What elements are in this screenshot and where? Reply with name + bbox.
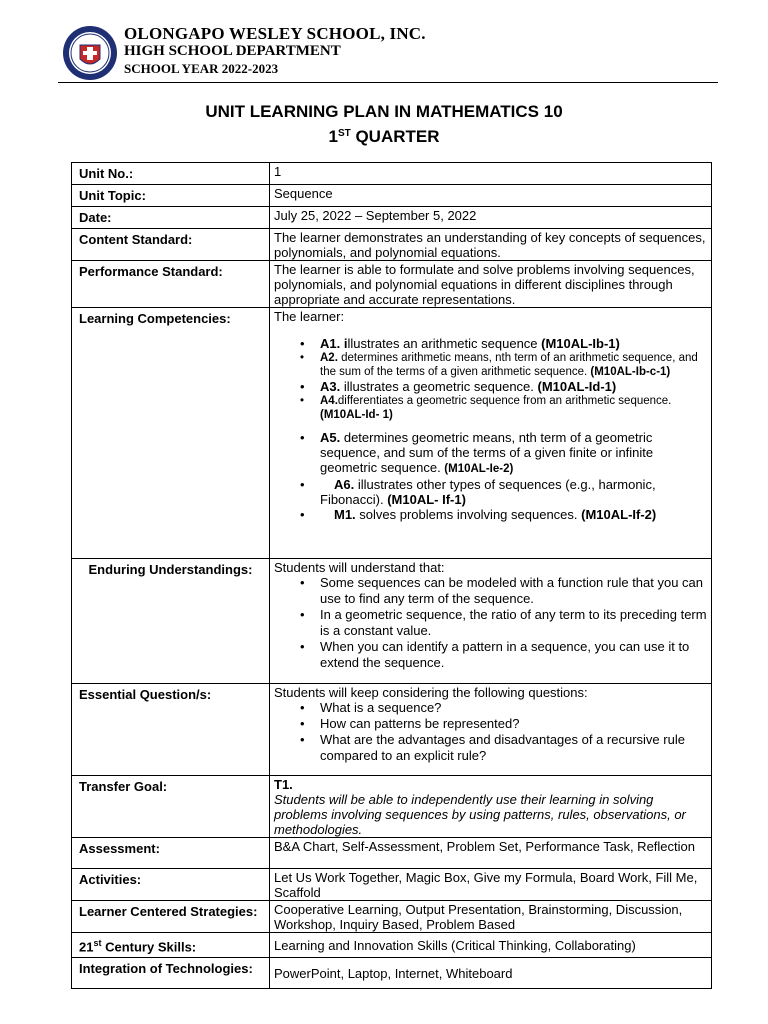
competency-code: A4. [320,395,338,407]
school-seal-logo [62,25,118,81]
table-row [72,163,712,185]
skills-label-sup: st [93,938,102,948]
unit-topic-value: Sequence [270,185,712,207]
table-row [72,838,712,869]
competency-text: illustrates other types of sequences (e.g., harmonic, Fibonacci). [320,477,656,507]
transfer-goal-label: Transfer Goal: [72,776,270,838]
list-item: • What is a sequence? [274,700,707,716]
transfer-goal-code: T1. [274,777,293,792]
table-row [72,261,712,308]
table-row [72,869,712,901]
table-row [72,559,712,684]
table-row [72,207,712,229]
list-item [274,394,707,422]
table-row [72,958,712,989]
competencies-list [274,336,707,522]
enduring-understandings-value [270,559,712,684]
competency-code: A1. [320,336,341,351]
list-item [274,430,707,477]
competency-code: A6. [334,477,355,492]
unit-no-value: 1 [270,163,712,185]
quarter-line [0,123,768,148]
century-skills-label [72,933,270,958]
competency-ref: (M10AL-Id- 1) [320,409,393,421]
learning-competencies-label: Learning Competencies: [72,308,270,559]
competency-text: determines geometric means, nth term of a geometric sequence, and sum of the terms of a given finite or infinite geometric sequence. [320,430,654,475]
enduring-list [274,575,707,671]
content-standard-value: The learner demonstrates an understanding of key concepts of sequences, polynomials, and polynomial equations. [270,229,712,261]
table-row [72,776,712,838]
activities-value: Let Us Work Together, Magic Box, Give my Formula, Board Work, Fill Me, Scaffold [270,869,712,901]
content-standard-label: Content Standard: [72,229,270,261]
competency-code: A5. [320,430,341,445]
unit-topic-label: Unit Topic: [72,185,270,207]
list-item: • What are the advantages and disadvantages of a recursive rule compared to an explicit rule? [274,732,707,764]
quarter-number: 1 [328,127,338,146]
performance-standard-value: The learner is able to formulate and solve problems involving sequences, polynomials, and polynomial equations in different disciplines through appropriate and accurate representations. [270,261,712,308]
strategies-value: Cooperative Learning, Output Presentation, Brainstorming, Discussion, Workshop, Inquiry Based, Problem Based [270,901,712,933]
competency-text: differentiates a geometric sequence from an arithmetic sequence. [337,395,672,407]
skills-label-num: 21 [79,939,94,955]
list-item: • Some sequences can be modeled with a function rule that you can use to find any term of the sequence. [274,575,707,607]
school-year: SCHOOL YEAR 2022-2023 [124,61,279,76]
technologies-label: Integration of Technologies: [72,958,270,989]
list-item [274,379,707,394]
school-header [0,0,768,84]
table-row [72,901,712,933]
skills-label-rest: Century Skills: [101,939,197,955]
competency-ref: (M10AL- If-1) [387,492,466,507]
list-item [274,507,707,522]
date-value: July 25, 2022 – September 5, 2022 [270,207,712,229]
transfer-goal-text: Students will be able to independently use their learning in solving problems involving sequences by using patterns, rules, observations, or methodologies. [274,792,686,837]
table-row [72,185,712,207]
essential-questions-value [270,684,712,776]
enduring-understandings-label: Enduring Understandings: [72,559,270,684]
department-name: HIGH SCHOOL DEPARTMENT [124,43,341,59]
competency-text: llustrates an arithmetic sequence [347,336,542,351]
school-name: OLONGAPO WESLEY SCHOOL, INC. [124,24,426,43]
unit-no-label: Unit No.: [72,163,270,185]
assessment-value: B&A Chart, Self-Assessment, Problem Set, Performance Task, Reflection [270,838,712,869]
essential-questions-label: Essential Question/s: [72,684,270,776]
competency-code: A3. [320,379,341,394]
performance-standard-label: Performance Standard: [72,261,270,308]
transfer-goal-value [270,776,712,838]
list-item [274,477,707,507]
competency-code: M1. [334,507,356,522]
table-row [72,229,712,261]
activities-label: Activities: [72,869,270,901]
essential-list [274,700,707,764]
competency-text: illustrates a geometric sequence. [340,379,538,394]
document-title [0,101,768,148]
enduring-intro: Students will understand that: [274,560,445,575]
essential-intro: Students will keep considering the following questions: [274,685,588,700]
list-item: • In a geometric sequence, the ratio of any term to its preceding term is a constant value. [274,607,707,639]
competency-text: i [343,336,348,351]
competency-code: A2. [320,352,338,364]
strategies-label: Learner Centered Strategies: [72,901,270,933]
table-row [72,684,712,776]
table-row [72,308,712,559]
competency-ref: (M10AL-Ie-2) [444,463,514,475]
list-item: • How can patterns be represented? [274,716,707,732]
table-row [72,933,712,958]
list-item [274,351,707,379]
century-skills-value: Learning and Innovation Skills (Critical Thinking, Collaborating) [270,933,712,958]
learning-plan-table [71,162,712,989]
competency-ref: (M10AL-Ib-1) [541,336,620,351]
assessment-label: Assessment: [72,838,270,869]
competency-ref: (M10AL-Ib-c-1) [590,366,671,378]
quarter-suffix: ST [337,128,351,139]
list-item: • When you can identify a pattern in a sequence, you can use it to extend the sequence. [274,639,707,671]
title-line: UNIT LEARNING PLAN IN MATHEMATICS 10 [205,102,563,121]
technologies-value: PowerPoint, Laptop, Internet, Whiteboard [270,958,712,989]
competencies-intro: The learner: [274,309,345,324]
competency-ref: (M10AL-If-2) [581,507,657,522]
competency-ref: (M10AL-Id-1) [537,379,617,394]
header-divider [58,82,718,83]
competency-text: solves problems involving sequences. [355,507,582,522]
date-label: Date: [72,207,270,229]
competency-text: determines arithmetic means, nth term of an arithmetic sequence, and the sum of the terms of a given arithmetic sequence. [320,352,698,378]
list-item [274,336,707,351]
quarter-word: QUARTER [355,127,440,146]
learning-competencies-value [270,308,712,559]
